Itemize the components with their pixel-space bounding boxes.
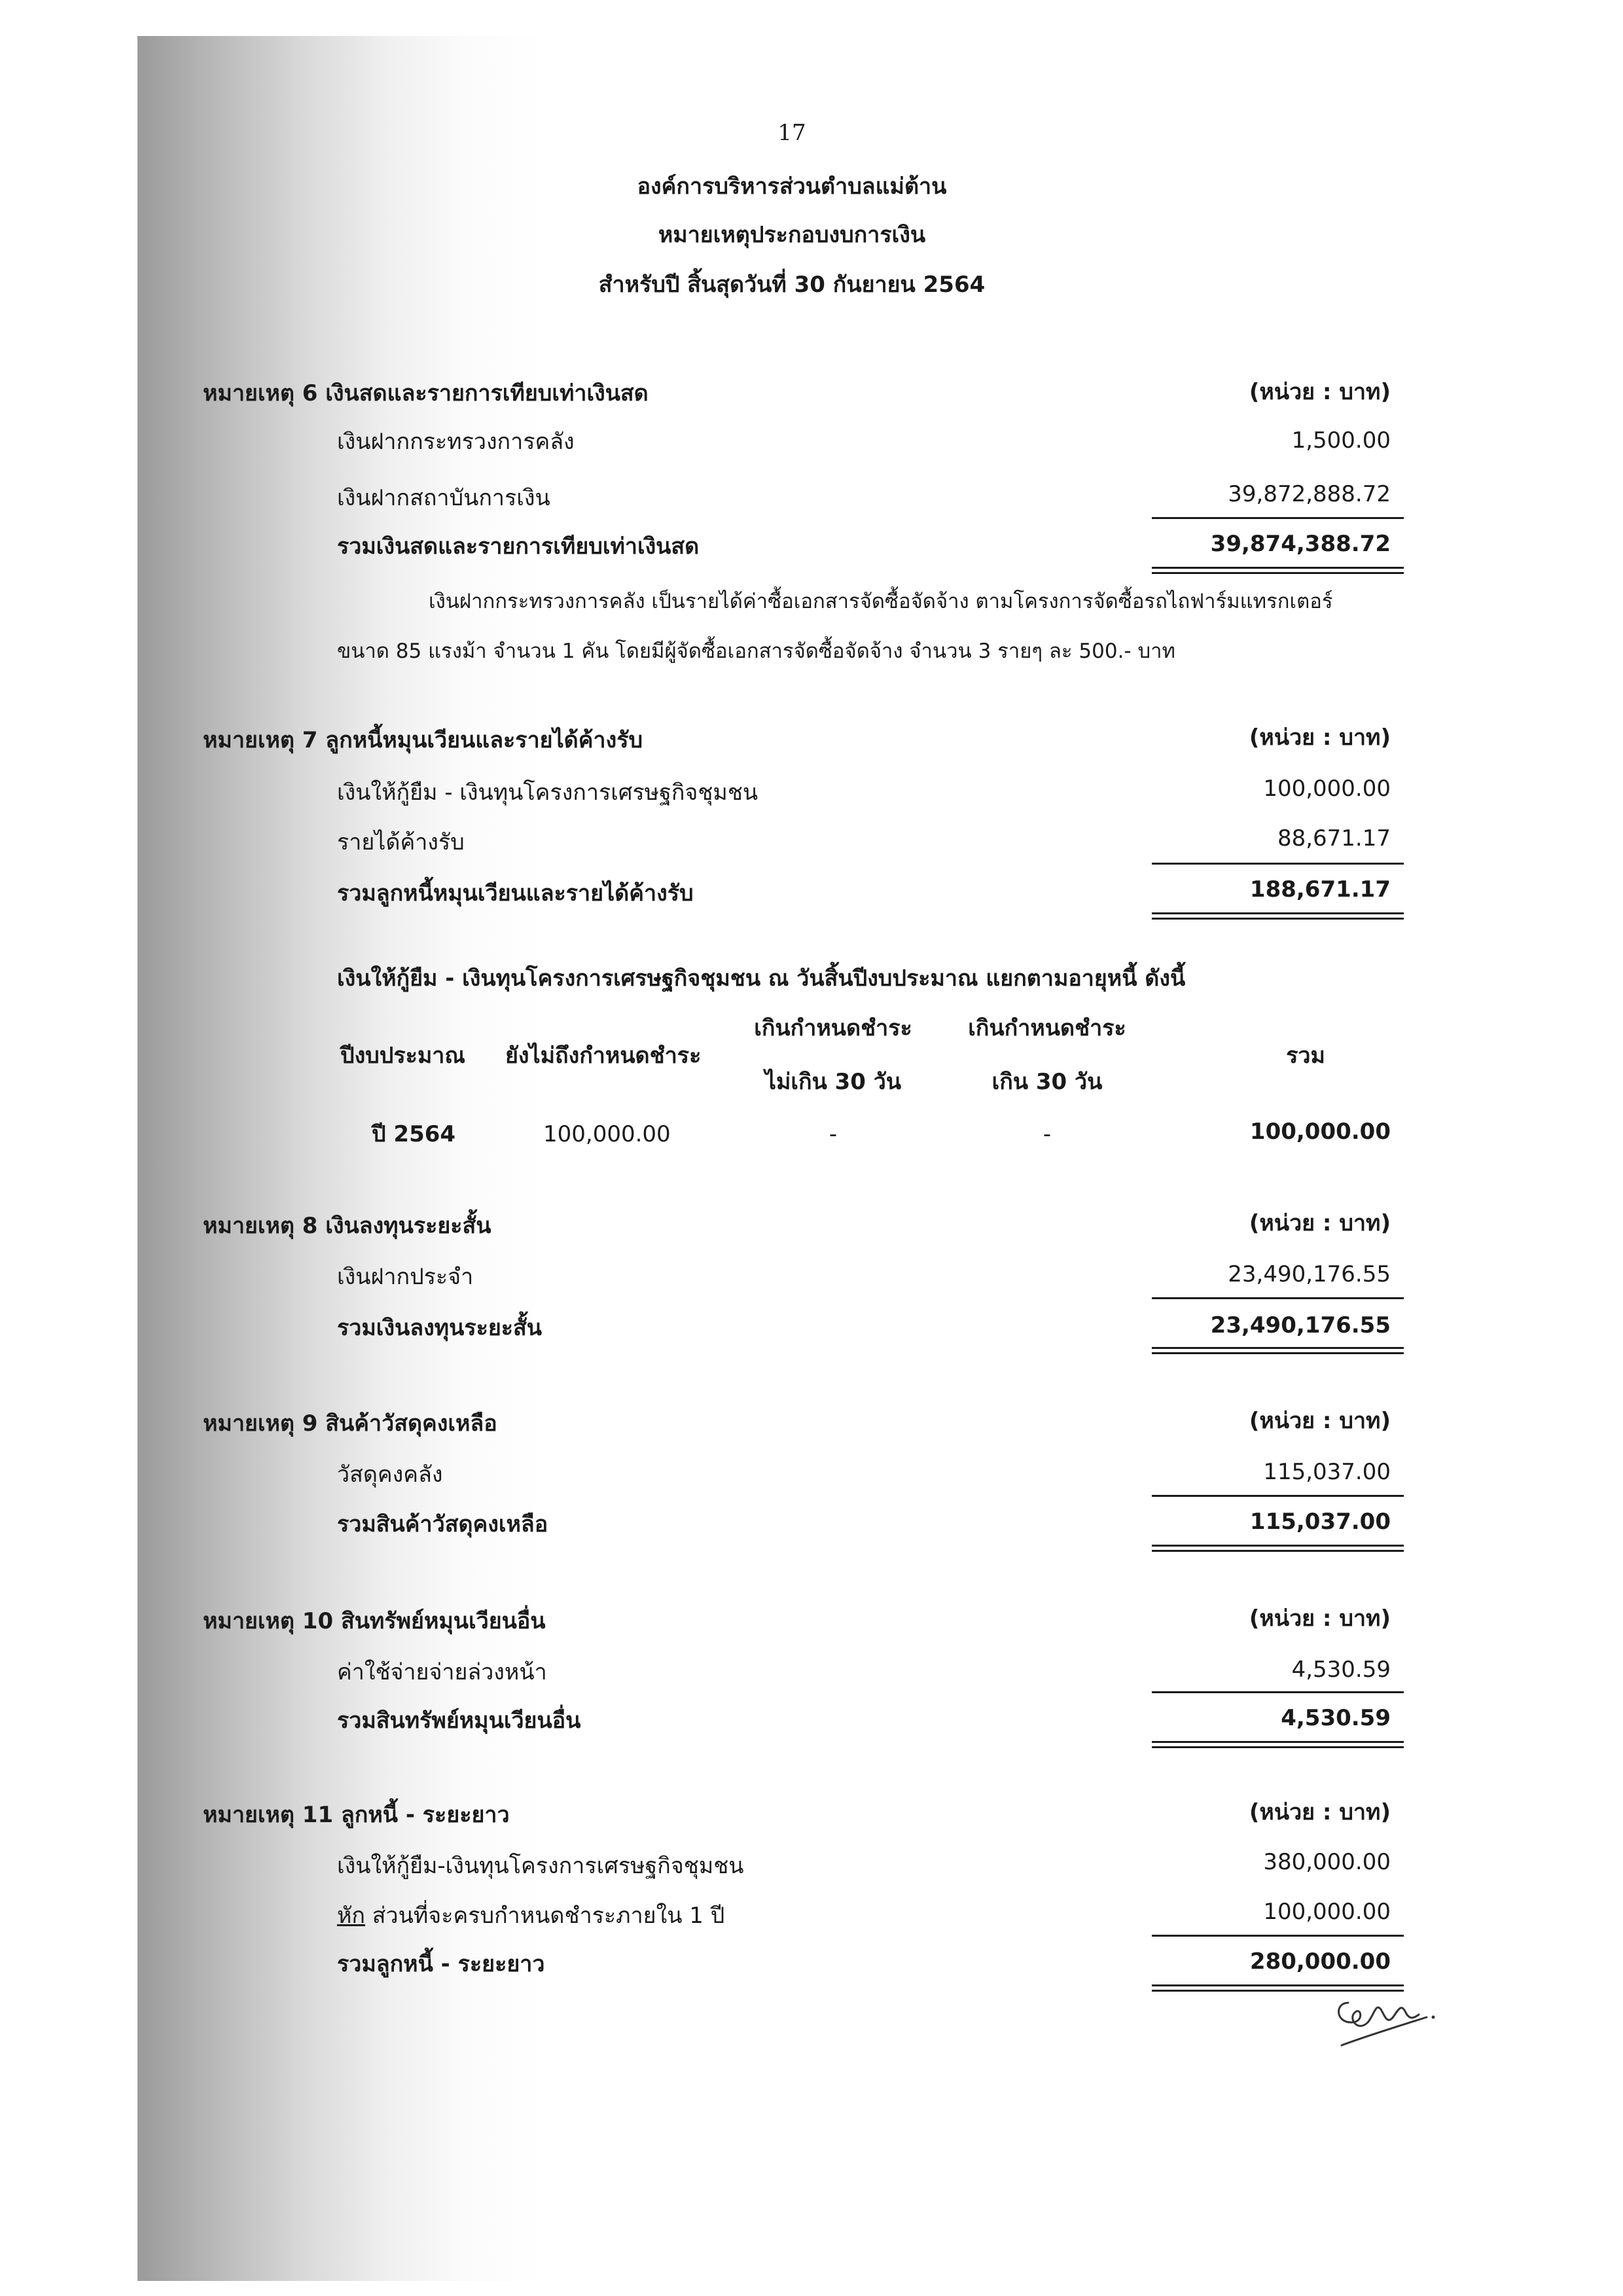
scanned-page-background — [137, 36, 1603, 2281]
note11-row2-amount: 100,000.00 — [1263, 1899, 1391, 1925]
note9-row1-label: วัสดุคงคลัง — [337, 1462, 443, 1488]
note7-row1-amount: 100,000.00 — [1263, 776, 1391, 802]
note9-total-amount: 115,037.00 — [1249, 1509, 1391, 1535]
note7-subtotal-rule — [1152, 863, 1404, 865]
note10-subtotal-rule — [1152, 1691, 1404, 1693]
note6-row1-amount: 1,500.00 — [1291, 427, 1391, 454]
note11-row1-amount: 380,000.00 — [1263, 1849, 1391, 1875]
note10-row1-label: ค่าใช้จ่ายจ่ายล่วงหน้า — [337, 1659, 547, 1685]
note11-total-amount: 280,000.00 — [1249, 1948, 1391, 1975]
note8-row1-label: เงินฝากประจำ — [337, 1264, 474, 1290]
aging-row-not-due: 100,000.00 — [543, 1121, 671, 1147]
org-name: องค์การบริหารส่วนตำบลแม่ต้าน — [637, 173, 947, 200]
note11-row1-label: เงินให้กู้ยืม-เงินทุนโครงการเศรษฐกิจชุมชน — [337, 1853, 744, 1879]
note9-heading: หมายเหตุ 9 สินค้าวัสดุคงเหลือ — [203, 1410, 497, 1437]
note6-heading: หมายเหตุ 6 เงินสดและรายการเทียบเท่าเงินสด — [203, 380, 649, 406]
note11-total-label: รวมลูกหนี้ - ระยะยาว — [337, 1951, 545, 1977]
period-subtitle: สำหรับปี สิ้นสุดวันที่ 30 กันยายน 2564 — [598, 272, 986, 298]
handwritten-signature-icon — [1329, 1977, 1446, 2055]
note8-total-amount: 23,490,176.55 — [1210, 1312, 1391, 1338]
note7-row1-label: เงินให้กู้ยืม - เงินทุนโครงการเศรษฐกิจชุมชน — [337, 780, 758, 806]
note11-row2 — [337, 1905, 724, 1927]
note11-subtotal-rule — [1152, 1935, 1404, 1937]
note8-row1-amount: 23,490,176.55 — [1228, 1261, 1391, 1287]
note10-total-label: รวมสินทรัพย์หมุนเวียนอื่น — [337, 1708, 581, 1734]
aging-header-total: รวม — [1286, 1043, 1325, 1069]
note10-total-amount: 4,530.59 — [1281, 1705, 1391, 1731]
note7-unit: (หน่วย : บาท) — [1249, 725, 1391, 751]
note6-unit: (หน่วย : บาท) — [1249, 379, 1391, 405]
note10-total-double-rule — [1152, 1741, 1404, 1748]
note6-row2-amount: 39,872,888.72 — [1228, 481, 1391, 507]
note7-row2-label: รายได้ค้างรับ — [337, 829, 465, 855]
note7-row2-amount: 88,671.17 — [1277, 825, 1391, 852]
note9-row1-amount: 115,037.00 — [1263, 1459, 1391, 1485]
note9-subtotal-rule — [1152, 1495, 1404, 1497]
aging-header-overdue-top-1: เกินกำหนดชำระ — [754, 1015, 912, 1041]
note6-row2-label: เงินฝากสถาบันการเงิน — [337, 485, 550, 511]
note6-subtotal-rule — [1152, 517, 1404, 519]
aging-header-year: ปีงบประมาณ — [340, 1043, 465, 1069]
note6-total-label: รวมเงินสดและรายการเทียบเท่าเงินสด — [337, 533, 700, 560]
note10-row1-amount: 4,530.59 — [1291, 1657, 1391, 1683]
note7-total-label: รวมลูกหนี้หมุนเวียนและรายได้ค้างรับ — [337, 880, 694, 906]
note6-remark-line2: ขนาด 85 แรงม้า จำนวน 1 คัน โดยมีผู้จัดซื้อเอกสารจัดซื้อจัดจ้าง จำนวน 3 รายๆ ละ 500.- บาท — [337, 639, 1175, 663]
aging-header-overdue-top-2: เกินกำหนดชำระ — [968, 1015, 1126, 1041]
document-title: หมายเหตุประกอบงบการเงิน — [658, 222, 926, 248]
note7-total-double-rule — [1152, 912, 1404, 920]
note8-total-double-rule — [1152, 1347, 1404, 1354]
page-number: 17 — [777, 120, 806, 146]
aging-header-within30: ไม่เกิน 30 วัน — [764, 1069, 902, 1095]
note6-total-amount: 39,874,388.72 — [1210, 531, 1391, 557]
aging-row-within30: - — [829, 1121, 838, 1147]
aging-row-year: ปี 2564 — [372, 1121, 456, 1147]
note7-heading: หมายเหตุ 7 ลูกหนี้หมุนเวียนและรายได้ค้างรับ — [203, 727, 643, 753]
aging-row-over30: - — [1043, 1121, 1052, 1147]
note7-total-amount: 188,671.17 — [1249, 876, 1391, 903]
note8-subtotal-rule — [1152, 1297, 1404, 1299]
note6-remark-line1: เงินฝากกระทรวงการคลัง เป็นรายได้ค่าซื้อเอกสารจัดซื้อจัดจ้าง ตามโครงการจัดซื้อรถไถฟาร์มแทรกเตอร์ — [429, 590, 1333, 613]
note8-unit: (หน่วย : บาท) — [1249, 1210, 1391, 1236]
note10-heading: หมายเหตุ 10 สินทรัพย์หมุนเวียนอื่น — [203, 1608, 546, 1634]
note9-total-double-rule — [1152, 1545, 1404, 1552]
note6-row1-label: เงินฝากกระทรวงการคลัง — [337, 429, 575, 455]
note9-unit: (หน่วย : บาท) — [1249, 1408, 1391, 1434]
note11-row2-label: ส่วนที่จะครบกำหนดชำระภายใน 1 ปี — [365, 1903, 725, 1929]
note8-heading: หมายเหตุ 8 เงินลงทุนระยะสั้น — [203, 1213, 491, 1239]
aging-title: เงินให้กู้ยืม - เงินทุนโครงการเศรษฐกิจชุมชน ณ วันสิ้นปีงบประมาณ แยกตามอายุหนี้ ดังนี้ — [337, 965, 1186, 992]
note11-heading: หมายเหตุ 11 ลูกหนี้ - ระยะยาว — [203, 1802, 510, 1828]
note9-total-label: รวมสินค้าวัสดุคงเหลือ — [337, 1511, 548, 1537]
aging-header-not-due: ยังไม่ถึงกำหนดชำระ — [505, 1043, 702, 1069]
note10-unit: (หน่วย : บาท) — [1249, 1605, 1391, 1632]
aging-row-total: 100,000.00 — [1249, 1119, 1391, 1145]
note8-total-label: รวมเงินลงทุนระยะสั้น — [337, 1315, 543, 1341]
deduct-prefix: หัก — [337, 1903, 365, 1929]
note6-total-double-rule — [1152, 567, 1404, 574]
note11-unit: (หน่วย : บาท) — [1249, 1799, 1391, 1825]
aging-header-over30: เกิน 30 วัน — [991, 1069, 1103, 1095]
